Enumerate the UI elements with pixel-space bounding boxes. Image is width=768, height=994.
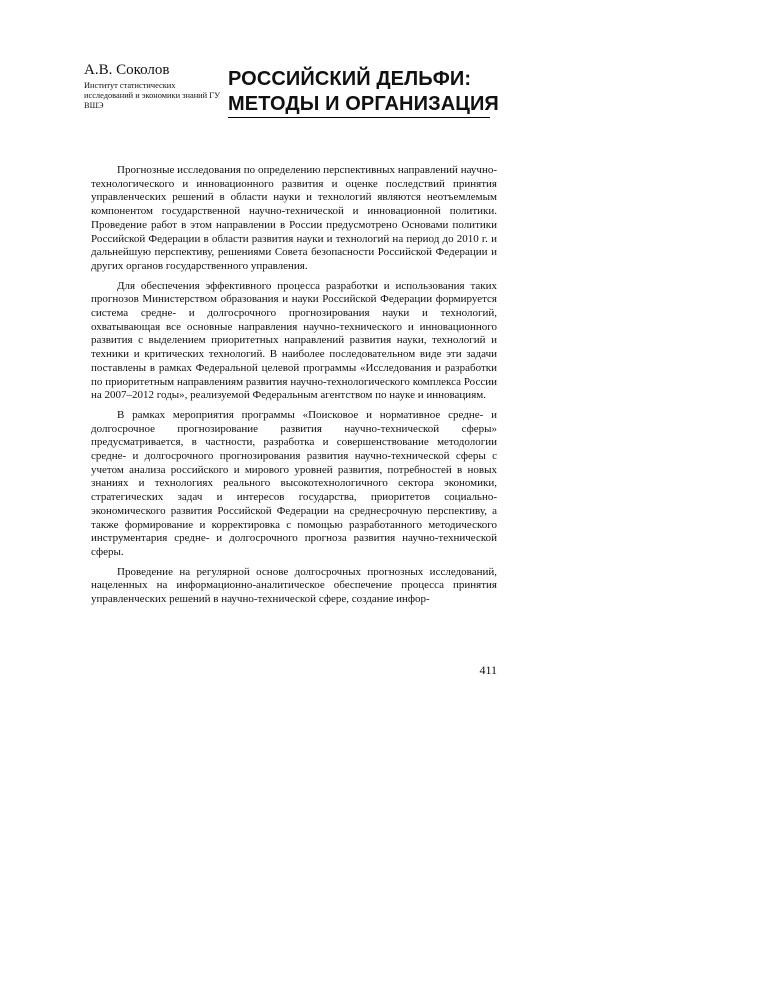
- title-line-2: МЕТОДЫ И ОРГАНИЗАЦИЯ: [228, 93, 499, 115]
- title-underline: [228, 117, 490, 118]
- article-body: [91, 164, 497, 613]
- author-name: А.В. Соколов: [84, 62, 170, 78]
- title-line-1: РОССИЙСКИЙ ДЕЛЬФИ:: [228, 68, 472, 90]
- author-block: [84, 62, 224, 111]
- page-number: 411: [479, 663, 497, 677]
- paragraph: В рамках мероприятия программы «Поисковое и нормативное средне- и долгосрочное прогнозирование развития научно-технической сферы» предусматривается, в частности, разработка и совершенствование методологии средне- и долгосрочного прогнозирования развития научно-технической сферы с учетом анализа российского и мирового уровней развития, потребностей в новых знаниях и технологиях реального высокотехнологичного сектора экономики, стратегических задач и интересов государства, приоритетов социально-экономического развития Российской Федерации на среднесрочную перспективу, а также формирование и корректировка с помощью разработанного методического инструментария средне- и долгосрочного прогноза развития научно-технической сферы.: [91, 408, 497, 558]
- paragraph: Прогнозные исследования по определению перспективных направлений научно-технологического и инновационного развития и оценке последствий принятия управленческих решений в области науки и технологий являются неотъемлемым компонентом государственной научно-технической и инновационной политики. Проведение работ в этом направлении в России предусмотрено Основами политики Российской Федерации в области развития науки и технологий на период до 2010 г. и дальнейшую перспективу, решениями Совета безопасности Российской Федерации и других органов государственного управления.: [91, 164, 497, 272]
- article-title: [228, 67, 518, 117]
- author-affiliation: Институт статистических исследований и экономики знаний ГУ ВШЭ: [84, 81, 221, 110]
- paragraph: Для обеспечения эффективного процесса разработки и использования таких прогнозов Министерством образования и науки Российской Федерации формируется система средне- и долгосрочного прогнозирования науки и технологий, охватывающая все основные направления научно-технического и инновационного развития с выделением приоритетных направлений развития науки, технологий и техники и критических технологий. В наиболее последовательном виде эти задачи поставлены в рамках Федеральной целевой программы «Исследования и разработки по приоритетным направлениям развития научно-технологического комплекса России на 2007–2012 годы», реализуемой Федеральным агентством по науке и инновациям.: [91, 279, 497, 402]
- paragraph: Проведение на регулярной основе долгосрочных прогнозных исследований, нацеленных на информационно-аналитическое обеспечение процесса принятия управленческих решений в научно-технической сфере, создание инфор-: [91, 565, 497, 606]
